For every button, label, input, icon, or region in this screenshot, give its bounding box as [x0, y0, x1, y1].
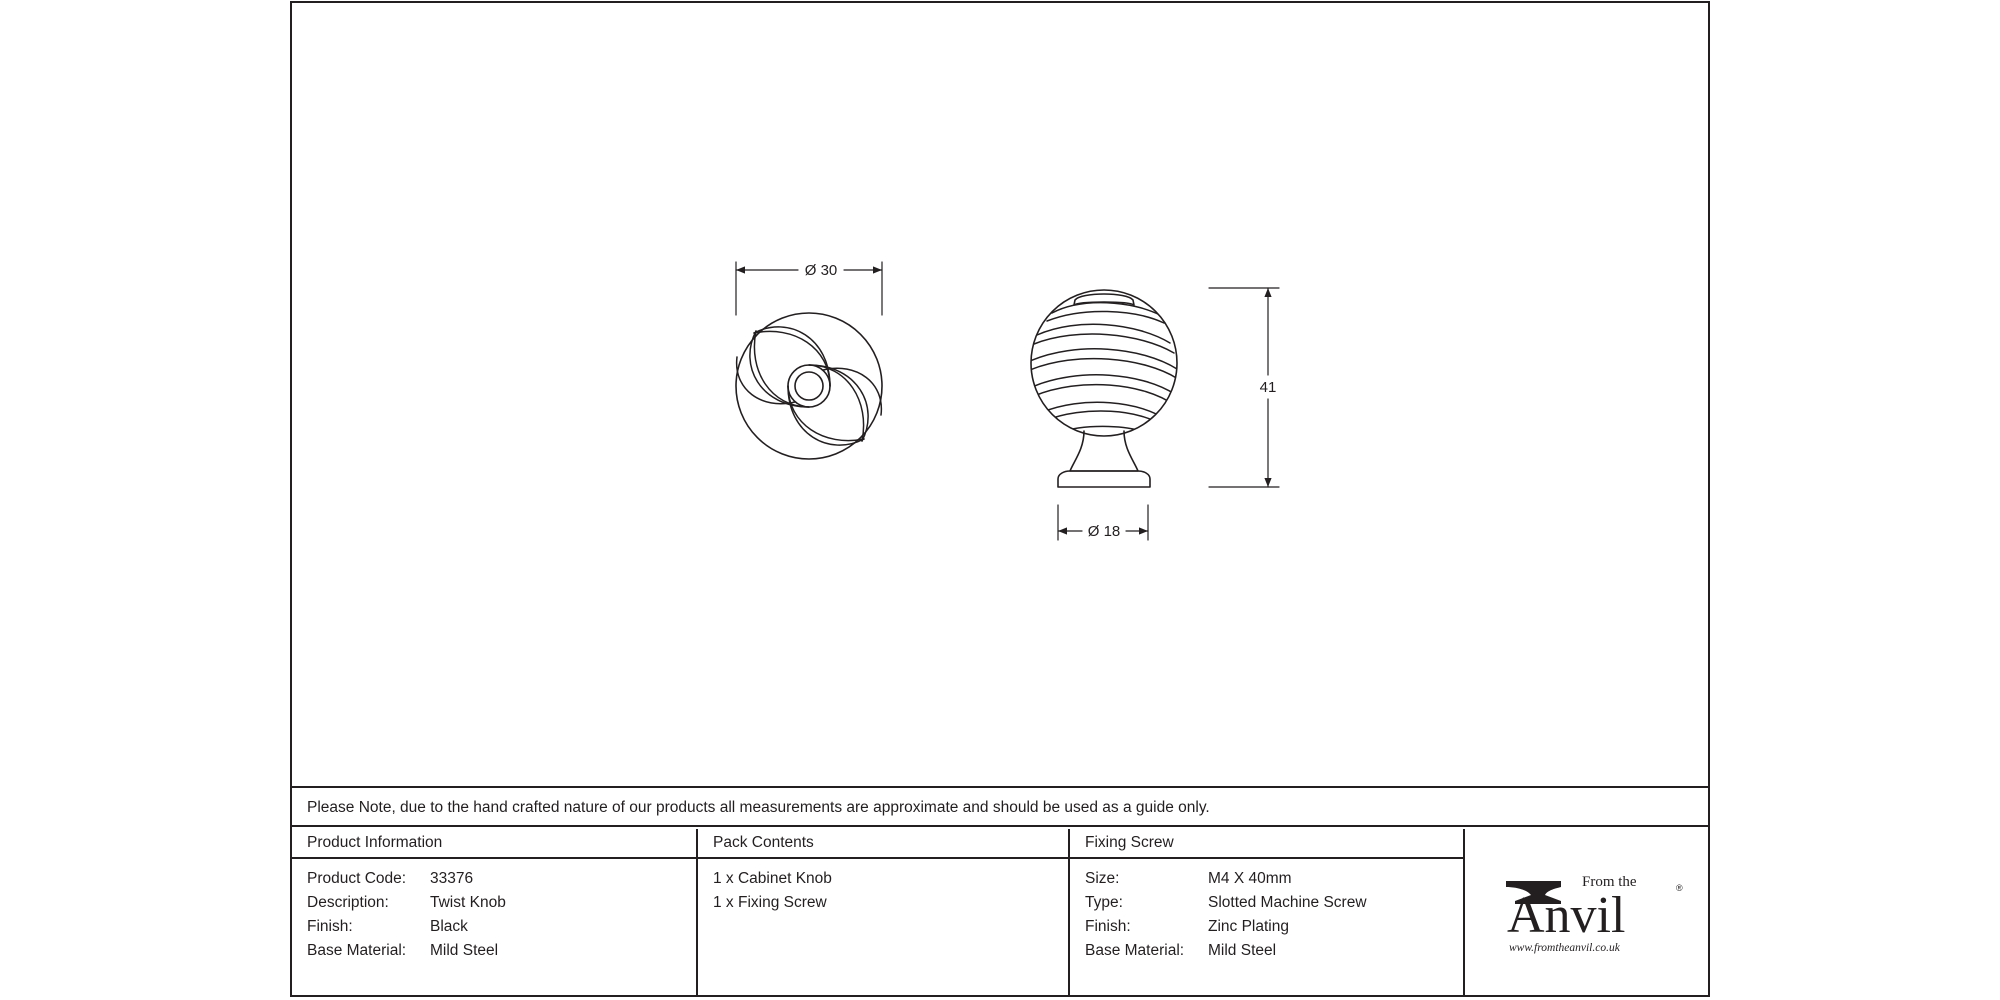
- logo-brand: Anvil: [1507, 887, 1626, 944]
- knob-outline: [736, 313, 882, 459]
- screw-type-row: [1085, 891, 1463, 915]
- base-material-row: [307, 939, 696, 963]
- logo-from-the: From the: [1582, 874, 1637, 890]
- screw-base-material-row: [1085, 939, 1463, 963]
- product-code-value: 33376: [430, 870, 474, 887]
- fixing-screw-heading: Fixing Screw: [1070, 829, 1463, 859]
- knob-neck: [1070, 431, 1138, 471]
- screw-type-value: Slotted Machine Screw: [1208, 894, 1367, 911]
- side-view: [1030, 288, 1279, 540]
- pack-item: 1 x Fixing Screw: [713, 894, 827, 911]
- screw-size-label: Size:: [1085, 870, 1120, 887]
- screw-size-row: [1085, 867, 1463, 891]
- finish-label: Finish:: [307, 918, 353, 935]
- product-code-row: [307, 867, 696, 891]
- logo-url: www.fromtheanvil.co.uk: [1509, 942, 1620, 954]
- logo-section: [1463, 829, 1708, 995]
- from-the-anvil-logo: [1465, 829, 1708, 995]
- description-value: Twist Knob: [430, 894, 506, 911]
- dim-18-label: Ø 18: [1087, 523, 1121, 540]
- dim-41-label: 41: [1259, 379, 1277, 396]
- fixing-screw-section: [1068, 829, 1463, 995]
- finish-row: [307, 915, 696, 939]
- screw-type-label: Type:: [1085, 894, 1123, 911]
- screw-finish-row: [1085, 915, 1463, 939]
- screw-finish-label: Finish:: [1085, 918, 1131, 935]
- finish-value: Black: [430, 918, 468, 935]
- dim-30-label: Ø 30: [804, 262, 838, 279]
- spiral-grooves: [737, 327, 882, 445]
- knob-base: [1058, 471, 1150, 487]
- pack-contents-heading: Pack Contents: [698, 829, 1068, 859]
- screw-base-material-label: Base Material:: [1085, 942, 1185, 959]
- screw-base-material-value: Mild Steel: [1208, 942, 1277, 959]
- product-code-label: Product Code:: [307, 870, 407, 887]
- technical-drawing: [292, 3, 1708, 785]
- product-information-section: [292, 829, 696, 995]
- description-label: Description:: [307, 894, 389, 911]
- logo-registered: ®: [1676, 883, 1683, 893]
- base-material-value: Mild Steel: [430, 942, 499, 959]
- measurement-note: Please Note, due to the hand crafted nature of our products all measurements are approximate and should be used as a guide only.: [292, 786, 1708, 827]
- screw-finish-value: Zinc Plating: [1208, 918, 1289, 935]
- top-view: [736, 262, 882, 459]
- pack-item: 1 x Cabinet Knob: [713, 870, 832, 887]
- specification-table: [292, 829, 1708, 995]
- knob-center-hole: [795, 372, 823, 400]
- description-row: [307, 891, 696, 915]
- drawing-sheet: [290, 1, 1710, 997]
- product-information-heading: Product Information: [292, 829, 696, 859]
- pack-contents-section: [696, 829, 1068, 995]
- screw-size-value: M4 X 40mm: [1208, 870, 1292, 887]
- base-material-label: Base Material:: [307, 942, 407, 959]
